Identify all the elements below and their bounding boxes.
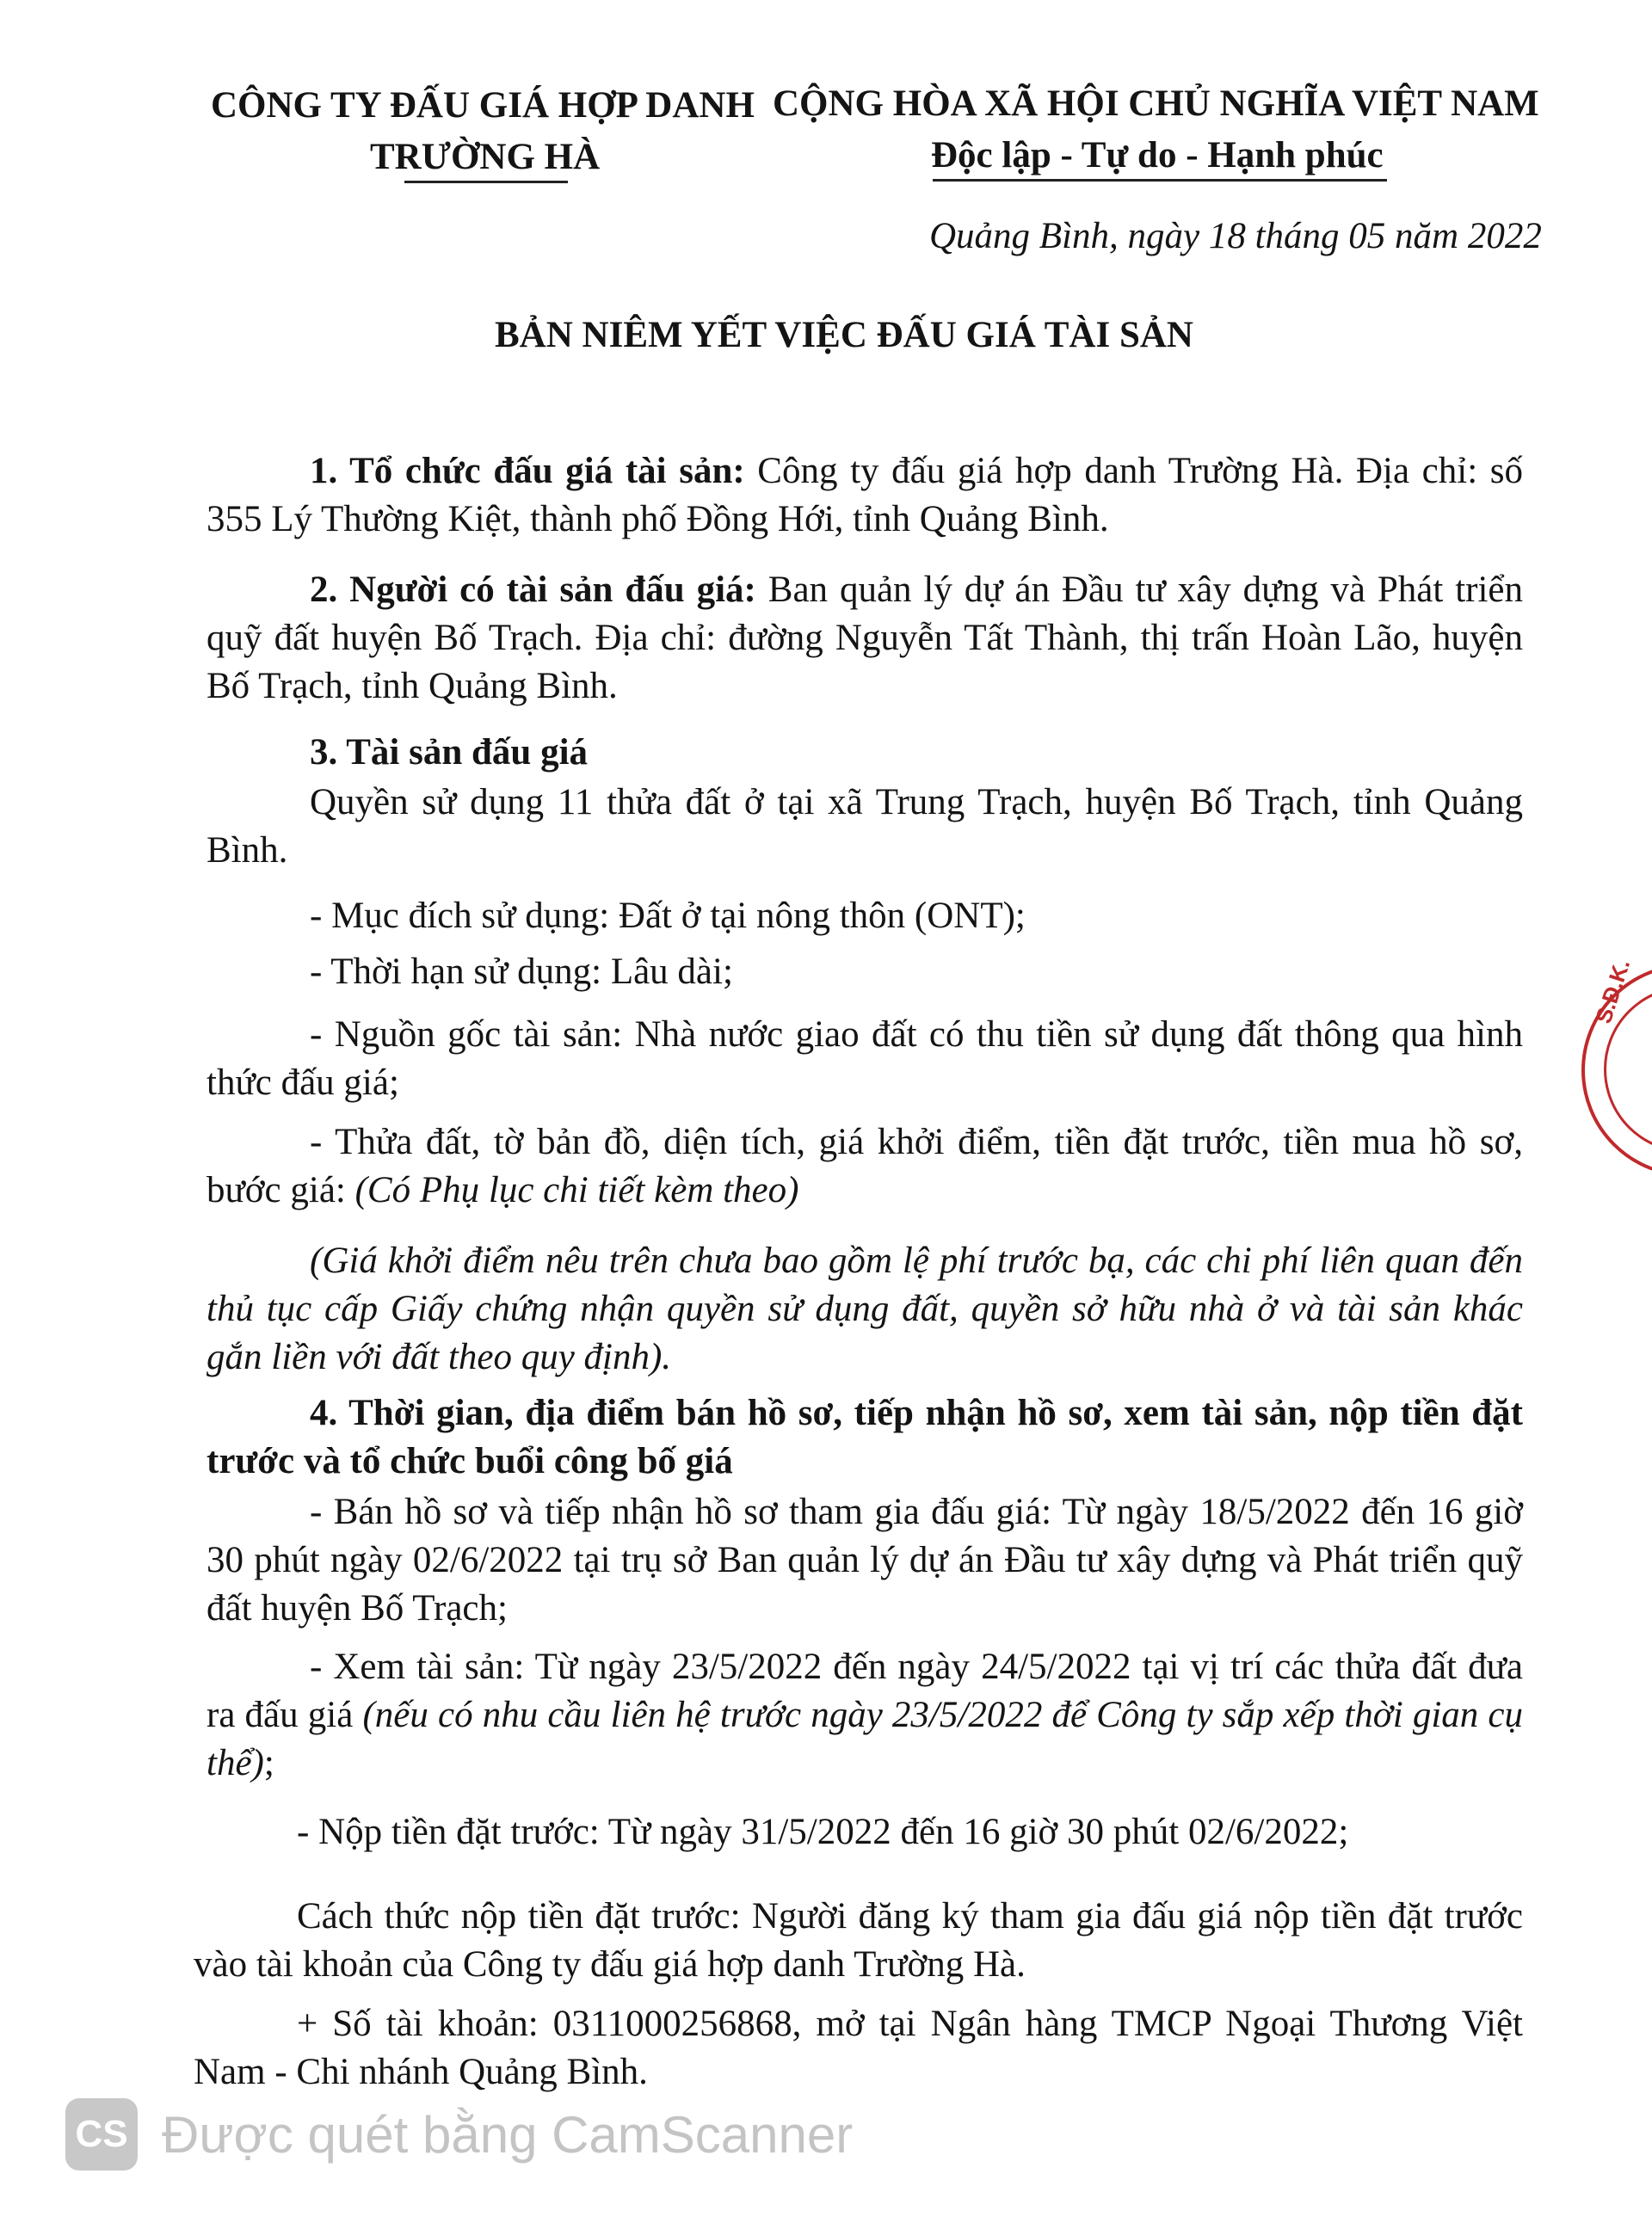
section-3-details-text: - Thửa đất, tờ bản đồ, diện tích, giá khởi điểm, tiền đặt trước, tiền mua hồ sơ, bước giá:: [206, 1122, 1523, 1210]
section-1-heading: 1. Tổ chức đấu giá tài sản:: [310, 451, 745, 491]
org-underline: [404, 181, 568, 183]
section-3-purpose: - Mục đích sử dụng: Đất ở tại nông thôn (ONT);: [310, 896, 1026, 936]
org-name-line2: TRƯỜNG HÀ: [370, 137, 601, 177]
section-3-price-note: (Giá khởi điểm nêu trên chưa bao gồm lệ phí trước bạ, các chi phí liên quan đến thủ tục cấp Giấy chứng nhận quyền sử dụng đất, quyền sở hữu nhà ở và tài sản khác gắn liền với đất theo quy định).: [206, 1241, 1523, 1377]
section-3-details-note: (Có Phụ lục chi tiết kèm theo): [354, 1170, 799, 1210]
nation-motto: Độc lập - Tự do - Hạnh phúc: [931, 135, 1384, 176]
camscanner-logo-icon: CS: [65, 2098, 138, 2171]
section-3-intro: Quyền sử dụng 11 thửa đất ở tại xã Trung Trạch, huyện Bố Trạch, tỉnh Quảng Bình.: [206, 782, 1523, 871]
org-name-line1: CÔNG TY ĐẤU GIÁ HỢP DANH: [211, 85, 755, 126]
section-4-view-end: ;: [263, 1743, 274, 1783]
section-4-view-text: - Xem tài sản: Từ ngày 23/5/2022 đến ngày 24/5/2022 tại vị trí các thửa đất đưa ra đấu giá: [206, 1647, 1523, 1735]
motto-underline: [933, 179, 1387, 182]
section-4-heading: 4. Thời gian, địa điểm bán hồ sơ, tiếp nhận hồ sơ, xem tài sản, nộp tiền đặt trước và tổ chức buổi công bố giá: [206, 1393, 1523, 1481]
section-2-heading: 2. Người có tài sản đấu giá:: [310, 570, 756, 610]
nation-title: CỘNG HÒA XÃ HỘI CHỦ NGHĨA VIỆT NAM: [773, 83, 1539, 124]
section-4-deposit: - Nộp tiền đặt trước: Từ ngày 31/5/2022 đến 16 giờ 30 phút 02/6/2022;: [297, 1812, 1349, 1852]
section-4-sale: - Bán hồ sơ và tiếp nhận hồ sơ tham gia đấu giá: Từ ngày 18/5/2022 đến 16 giờ 30 phút ngày 02/6/2022 tại trụ sở Ban quản lý dự án Đầu tư xây dựng và Phát triển quỹ đất huyện Bố Trạch;: [206, 1492, 1523, 1629]
official-stamp: [1581, 956, 1652, 1177]
date-line: Quảng Bình, ngày 18 tháng 05 năm 2022: [929, 216, 1542, 256]
section-3-details: [206, 1118, 1523, 1215]
stamp-text: S.Đ.K.: [1590, 956, 1636, 1027]
camscanner-text: Được quét bằng CamScanner: [162, 2105, 854, 2164]
document-title: BẢN NIÊM YẾT VIỆC ĐẤU GIÁ TÀI SẢN: [495, 315, 1193, 355]
section-1: [206, 447, 1523, 544]
section-3-term: - Thời hạn sử dụng: Lâu dài;: [310, 951, 733, 992]
section-1-text: Công ty đấu giá hợp danh Trường Hà. Địa chỉ: số 355 Lý Thường Kiệt, thành phố Đồng Hới, tỉnh Quảng Bình.: [206, 451, 1523, 539]
section-4-deposit-method: Cách thức nộp tiền đặt trước: Người đăng ký tham gia đấu giá nộp tiền đặt trước vào tài khoản của Công ty đấu giá hợp danh Trường Hà.: [194, 1896, 1523, 1985]
section-4-view: [206, 1643, 1523, 1788]
section-2: [206, 566, 1523, 711]
camscanner-watermark: [65, 2097, 853, 2171]
section-4-view-note: (nếu có nhu cầu liên hệ trước ngày 23/5/2022 để Công ty sắp xếp thời gian cụ thể): [206, 1695, 1523, 1783]
section-2-text: Ban quản lý dự án Đầu tư xây dựng và Phát triển quỹ đất huyện Bố Trạch. Địa chỉ: đường Nguyễn Tất Thành, thị trấn Hoàn Lão, huyện Bố Trạch, tỉnh Quảng Bình.: [206, 570, 1523, 706]
section-4-account: + Số tài khoản: 0311000256868, mở tại Ngân hàng TMCP Ngoại Thương Việt Nam - Chi nhánh Quảng Bình.: [194, 2004, 1523, 2092]
section-3-heading: 3. Tài sản đấu giá: [310, 732, 589, 773]
section-3-origin: - Nguồn gốc tài sản: Nhà nước giao đất có thu tiền sử dụng đất thông qua hình thức đấu giá;: [206, 1014, 1523, 1103]
